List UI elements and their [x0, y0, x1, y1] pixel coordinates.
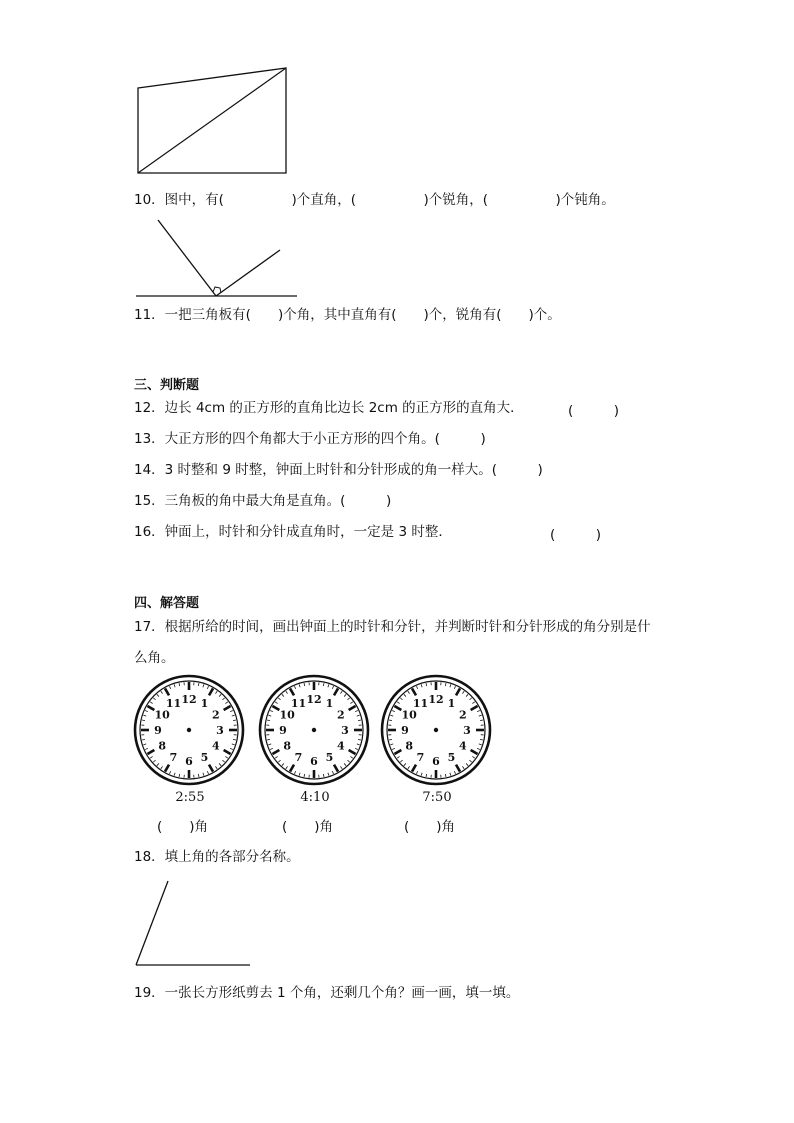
- clock-numeral: 8: [405, 739, 413, 753]
- clock-numeral: 12: [306, 693, 322, 706]
- clock-numeral: 3: [463, 724, 471, 737]
- clock-numeral: 2: [459, 708, 467, 722]
- question-14: 14．3 时整和 9 时整，钟面上时针和分针形成的角一样大。( ): [134, 462, 543, 478]
- clock-numeral: 10: [279, 708, 295, 722]
- question-17-line2: 么角。: [134, 650, 175, 666]
- clock-numeral: 4: [212, 739, 220, 753]
- question-15: 15．三角板的角中最大角是直角。( ): [134, 493, 392, 509]
- clock-numeral: 5: [447, 750, 456, 764]
- clock-numeral: 5: [200, 750, 209, 764]
- question-13: 13．大正方形的四个角都大于小正方形的四个角。( ): [134, 431, 486, 447]
- clock-center-dot: [434, 728, 438, 732]
- clock-numeral: 7: [169, 750, 178, 764]
- clock-numeral: 1: [325, 697, 334, 711]
- clock-numeral: 1: [200, 697, 209, 711]
- angles-on-line-figure: [130, 212, 310, 302]
- question-11: 11．一把三角板有( )个角，其中直角有( )个，锐角有( )个。: [134, 307, 561, 323]
- clock-time-2: 4:10: [300, 790, 330, 805]
- section-answer-heading: 四、解答题: [134, 596, 200, 611]
- clock-face-1[interactable]: [132, 673, 246, 787]
- clock-numeral: 4: [337, 739, 345, 753]
- clock-numeral: 9: [401, 724, 409, 737]
- clock-numeral: 3: [216, 724, 224, 737]
- clock-numeral: 12: [181, 693, 197, 706]
- clock-numeral: 5: [325, 750, 334, 764]
- clock-numeral: 10: [154, 708, 170, 722]
- clock-numeral: 10: [401, 708, 417, 722]
- clock-numeral: 2: [212, 708, 220, 722]
- clock-numeral: 11: [165, 697, 182, 711]
- clock-numeral: 3: [341, 724, 349, 737]
- clock-numeral: 6: [432, 755, 440, 768]
- clock-face-3[interactable]: [379, 673, 493, 787]
- clock-numeral: 2: [337, 708, 345, 722]
- quadrilateral-figure: [130, 62, 300, 182]
- clock-face-2[interactable]: [257, 673, 371, 787]
- clock-numeral: 1: [447, 697, 456, 711]
- question-10: 10．图中，有( )个直角，( )个锐角，( )个钝角。: [134, 192, 615, 208]
- clock-numeral: 9: [279, 724, 287, 737]
- answer-blank-16[interactable]: ( ): [550, 527, 602, 543]
- clock-angle-blank-3[interactable]: ( )角: [404, 819, 456, 835]
- question-17-line1: 17．根据所给的时间，画出钟面上的时针和分针，并判断时针和分针形成的角分别是什: [134, 619, 651, 635]
- question-18: 18．填上角的各部分名称。: [134, 849, 300, 865]
- section-judge-heading: 三、判断题: [134, 378, 200, 393]
- clock-center-dot: [312, 728, 316, 732]
- clock-time-1: 2:55: [175, 790, 205, 805]
- clock-numeral: 12: [428, 693, 444, 706]
- clock-numeral: 8: [158, 739, 166, 753]
- clock-numeral: 6: [185, 755, 193, 768]
- question-12: 12．边长 4cm 的正方形的直角比边长 2cm 的正方形的直角大．: [134, 400, 524, 416]
- clock-numeral: 8: [283, 739, 291, 753]
- clock-numeral: 9: [154, 724, 162, 737]
- angle-figure: [130, 878, 260, 973]
- clock-center-dot: [187, 728, 191, 732]
- answer-blank-12[interactable]: ( ): [568, 403, 620, 419]
- clock-numeral: 4: [459, 739, 467, 753]
- clock-numeral: 7: [294, 750, 303, 764]
- clock-angle-blank-2[interactable]: ( )角: [282, 819, 334, 835]
- clock-numeral: 11: [290, 697, 307, 711]
- clock-numeral: 6: [310, 755, 318, 768]
- clock-time-3: 7:50: [422, 790, 452, 805]
- clock-numeral: 7: [416, 750, 425, 764]
- question-16: 16．钟面上，时针和分针成直角时，一定是 3 时整．: [134, 524, 452, 540]
- clock-numeral: 11: [412, 697, 429, 711]
- question-19: 19．一张长方形纸剪去 1 个角，还剩几个角？画一画，填一填。: [134, 985, 520, 1001]
- clock-angle-blank-1[interactable]: ( )角: [157, 819, 209, 835]
